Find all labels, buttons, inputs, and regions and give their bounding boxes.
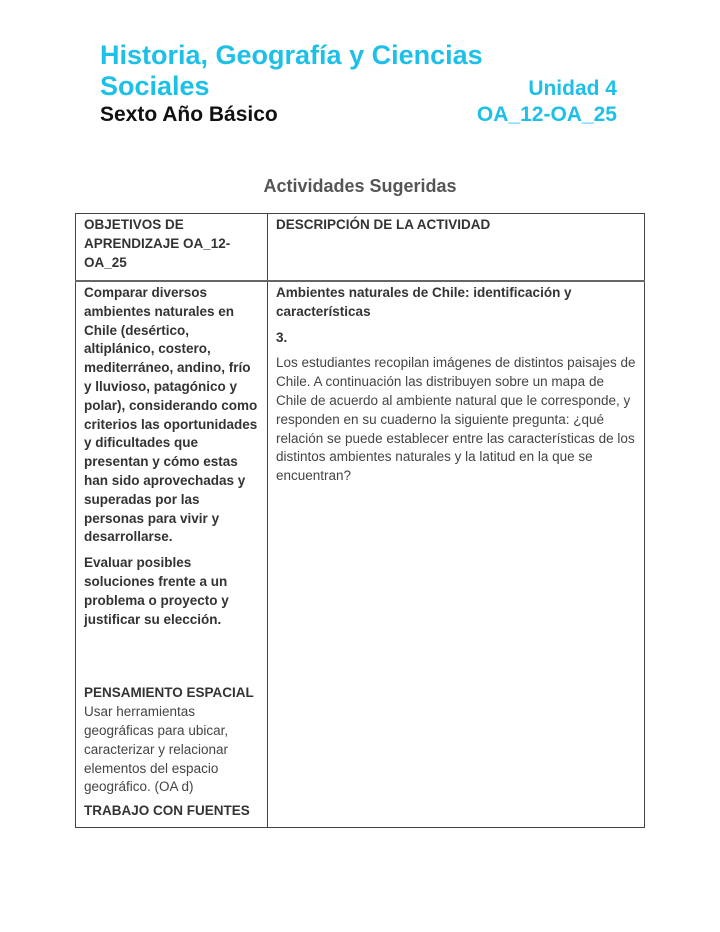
objectives-cell: [76, 281, 268, 828]
objective-primary: Comparar diversos ambientes naturales en Chile (desértico, altiplánico, costero, mediterráneo, andino, frío y lluvioso, patagónico y polar), considerando como criterios las oportunidades y dificultades que presentan y cómo estas han sido aprovechadas y superadas por las personas para vivir y desarrollarse.: [84, 285, 258, 545]
activity-description: Los estudiantes recopilan imágenes de distintos paisajes de Chile. A continuación las distribuyen sobre un mapa de Chile de acuerdo al ambiente natural que le corresponde, y responden en su cuaderno la siguiente pregunta: ¿qué relación se puede establecer entre las características de los distintos ambientes naturales y la latitud en la que se encuentran?: [276, 355, 636, 484]
oa-range-label: OA_12-OA_25: [476, 103, 617, 126]
spacer: [84, 636, 260, 684]
skill-text-spatial: Usar herramientas geográficas para ubicar, caracterizar y relacionar elementos del espacio geográfico. (OA d): [84, 704, 229, 795]
column-header-description: DESCRIPCIÓN DE LA ACTIVIDAD: [268, 214, 645, 282]
section-title: Actividades Sugeridas: [263, 176, 457, 196]
grade-label: Sexto Año Básico: [100, 103, 278, 126]
activity-number: 3.: [276, 329, 288, 345]
objective-secondary: Evaluar posibles soluciones frente a un problema o proyecto y justificar su elección.: [84, 555, 229, 627]
subject-title-row: [100, 71, 617, 102]
activity-description-cell: [268, 281, 645, 828]
unit-label: Unidad 4: [528, 77, 617, 100]
table-header-row: [76, 214, 645, 282]
table-row: [76, 281, 645, 828]
subject-title: Historia, Geografía y Ciencias: [100, 40, 483, 70]
grade-row: [100, 102, 617, 128]
skill-title-sources: TRABAJO CON FUENTES: [84, 803, 250, 819]
column-header-objectives: OBJETIVOS DE APRENDIZAJE OA_12-OA_25: [76, 214, 268, 282]
skill-title-spatial: PENSAMIENTO ESPACIAL: [84, 685, 254, 701]
document-header: [100, 40, 617, 128]
activity-title: Ambientes naturales de Chile: identificación y características: [276, 285, 572, 319]
activities-table: [75, 213, 645, 828]
subject-title-continued: Sociales: [100, 71, 210, 101]
